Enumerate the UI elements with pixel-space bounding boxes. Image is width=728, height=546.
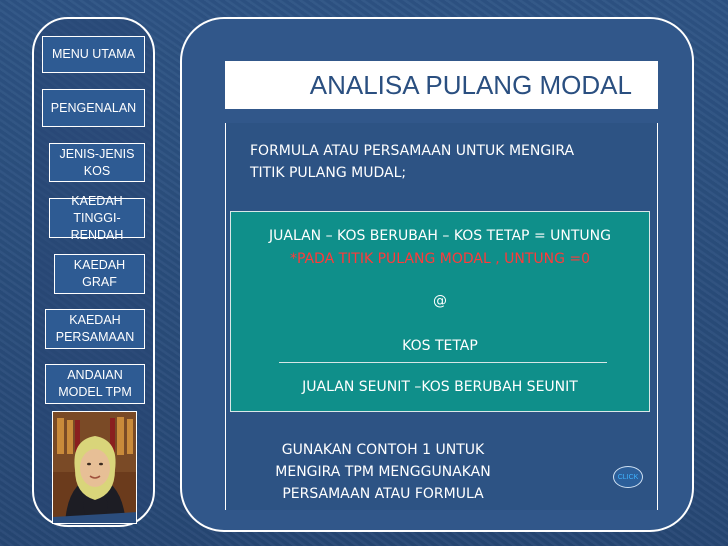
nav-pengenalan-button[interactable]: PENGENALAN <box>42 89 145 127</box>
nav-menu-utama-button[interactable]: MENU UTAMA <box>42 36 145 73</box>
nav-kaedah-tinggi-rendah-button[interactable]: KAEDAH TINGGI-RENDAH <box>49 198 145 238</box>
formula-profit-equation: JUALAN – KOS BERUBAH – KOS TETAP = UNTUNG <box>269 228 611 244</box>
nav-kaedah-graf-button[interactable]: KAEDAH GRAF <box>54 254 145 294</box>
formula-numerator: KOS TETAP <box>402 338 478 354</box>
formula-denominator: JUALAN SEUNIT –KOS BERUBAH SEUNIT <box>302 379 578 395</box>
instruction-text: GUNAKAN CONTOH 1 UNTUK MENGIRA TPM MENGGUNAKAN PERSAMAAN ATAU FORMULA <box>275 442 491 502</box>
fraction-bar <box>279 362 607 363</box>
nav-jenis-jenis-kos-button[interactable]: JENIS-JENIS KOS <box>49 143 145 182</box>
nav-kaedah-persamaan-button[interactable]: KAEDAH PERSAMAAN <box>45 309 145 349</box>
page-title: ANALISA PULANG MODAL <box>225 61 658 109</box>
formula-intro-text: FORMULA ATAU PERSAMAAN UNTUK MENGIRA TITIK PULANG MUDAL; <box>250 143 575 181</box>
formula-or-symbol: @ <box>433 293 447 309</box>
formula-breakeven-note: *PADA TITIK PULANG MODAL , UNTUNG =0 <box>289 251 591 267</box>
formula-box <box>230 211 650 412</box>
presenter-photo <box>52 411 137 524</box>
click-button[interactable]: CLICK <box>613 466 643 488</box>
nav-andaian-model-tpm-button[interactable]: ANDAIAN MODEL TPM <box>45 364 145 404</box>
